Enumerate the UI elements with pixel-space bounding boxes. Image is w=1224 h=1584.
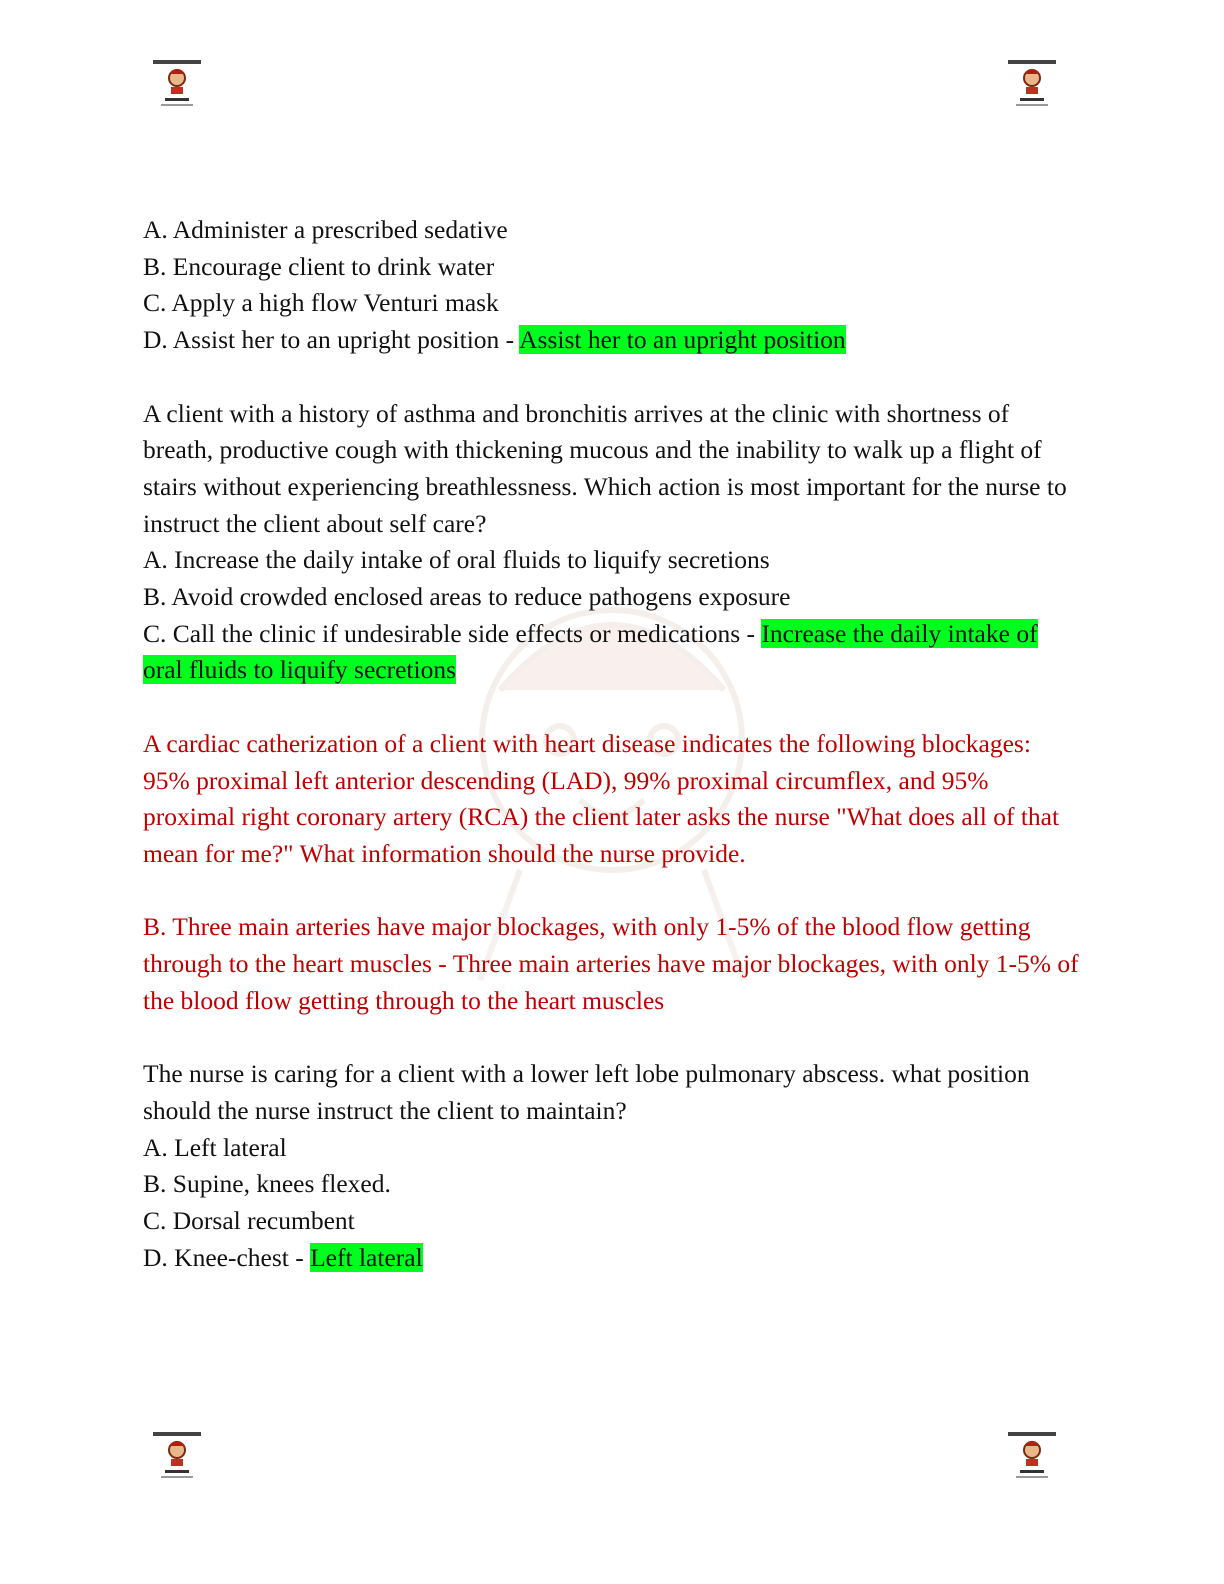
option-c-text: C. Call the clinic if undesirable side effects or medications - [143, 618, 762, 648]
option-c: C. Dorsal recumbent [143, 1205, 355, 1235]
question-block-4 [143, 1056, 1083, 1276]
option-a: A. Left lateral [143, 1132, 287, 1162]
question-block-2 [143, 396, 1083, 690]
logo-bottom-left [145, 1428, 209, 1488]
logo-top-left [145, 56, 209, 116]
option-d [143, 322, 1083, 359]
option-c [143, 616, 1083, 689]
answer-highlight: Increase the daily intake of oral fluids to liquify secretions [143, 618, 1038, 685]
question-text: The nurse is caring for a client with a lower left lobe pulmonary abscess. what position should the nurse instruct the client to maintain? [143, 1059, 1030, 1125]
answer-highlight: Assist her to an upright position [519, 325, 846, 355]
question-block-1 [143, 212, 1083, 359]
question-block-3 [143, 726, 1083, 1020]
option-b: B. Avoid crowded enclosed areas to reduce pathogens exposure [143, 582, 791, 612]
option-d [143, 1240, 1083, 1277]
option-d-text: D. Assist her to an upright position - [143, 325, 520, 355]
document-body [143, 212, 1083, 1276]
mascot-logo-icon [1000, 1428, 1064, 1488]
option-b: B. Encourage client to drink water [143, 251, 495, 281]
logo-bottom-right [1000, 1428, 1064, 1488]
mascot-logo-icon [145, 1428, 209, 1488]
mascot-logo-icon [1000, 56, 1064, 116]
option-c: C. Apply a high flow Venturi mask [143, 288, 499, 318]
option-b: B. Supine, knees flexed. [143, 1169, 391, 1199]
question-text: A cardiac catherization of a client with heart disease indicates the following blockages: 95% proximal left anterior descending (LAD), 99% proximal circumflex, and 95% proximal right coronary artery (RCA) the client later asks the nurse "What does all of that mean for me?" What information should the nurse provide. [143, 728, 1060, 868]
mascot-logo-icon [145, 56, 209, 116]
answer-highlight: Left lateral [310, 1242, 423, 1272]
option-d-text: D. Knee-chest - [143, 1242, 311, 1272]
answer-text: B. Three main arteries have major blockages, with only 1-5% of the blood flow getting through to the heart muscles - Three main arteries have major blockages, with only 1-5% of the blood flow getting through to the heart muscles [143, 912, 1079, 1015]
option-a: A. Administer a prescribed sedative [143, 215, 508, 244]
logo-top-right [1000, 56, 1064, 116]
question-text: A client with a history of asthma and bronchitis arrives at the clinic with shortness of breath, productive cough with thickening mucous and the inability to walk up a flight of stairs without experiencing breathlessness. Which action is most important for the nurse to instruct the client about self care? [143, 398, 1067, 538]
option-a: A. Increase the daily intake of oral fluids to liquify secretions [143, 545, 770, 575]
